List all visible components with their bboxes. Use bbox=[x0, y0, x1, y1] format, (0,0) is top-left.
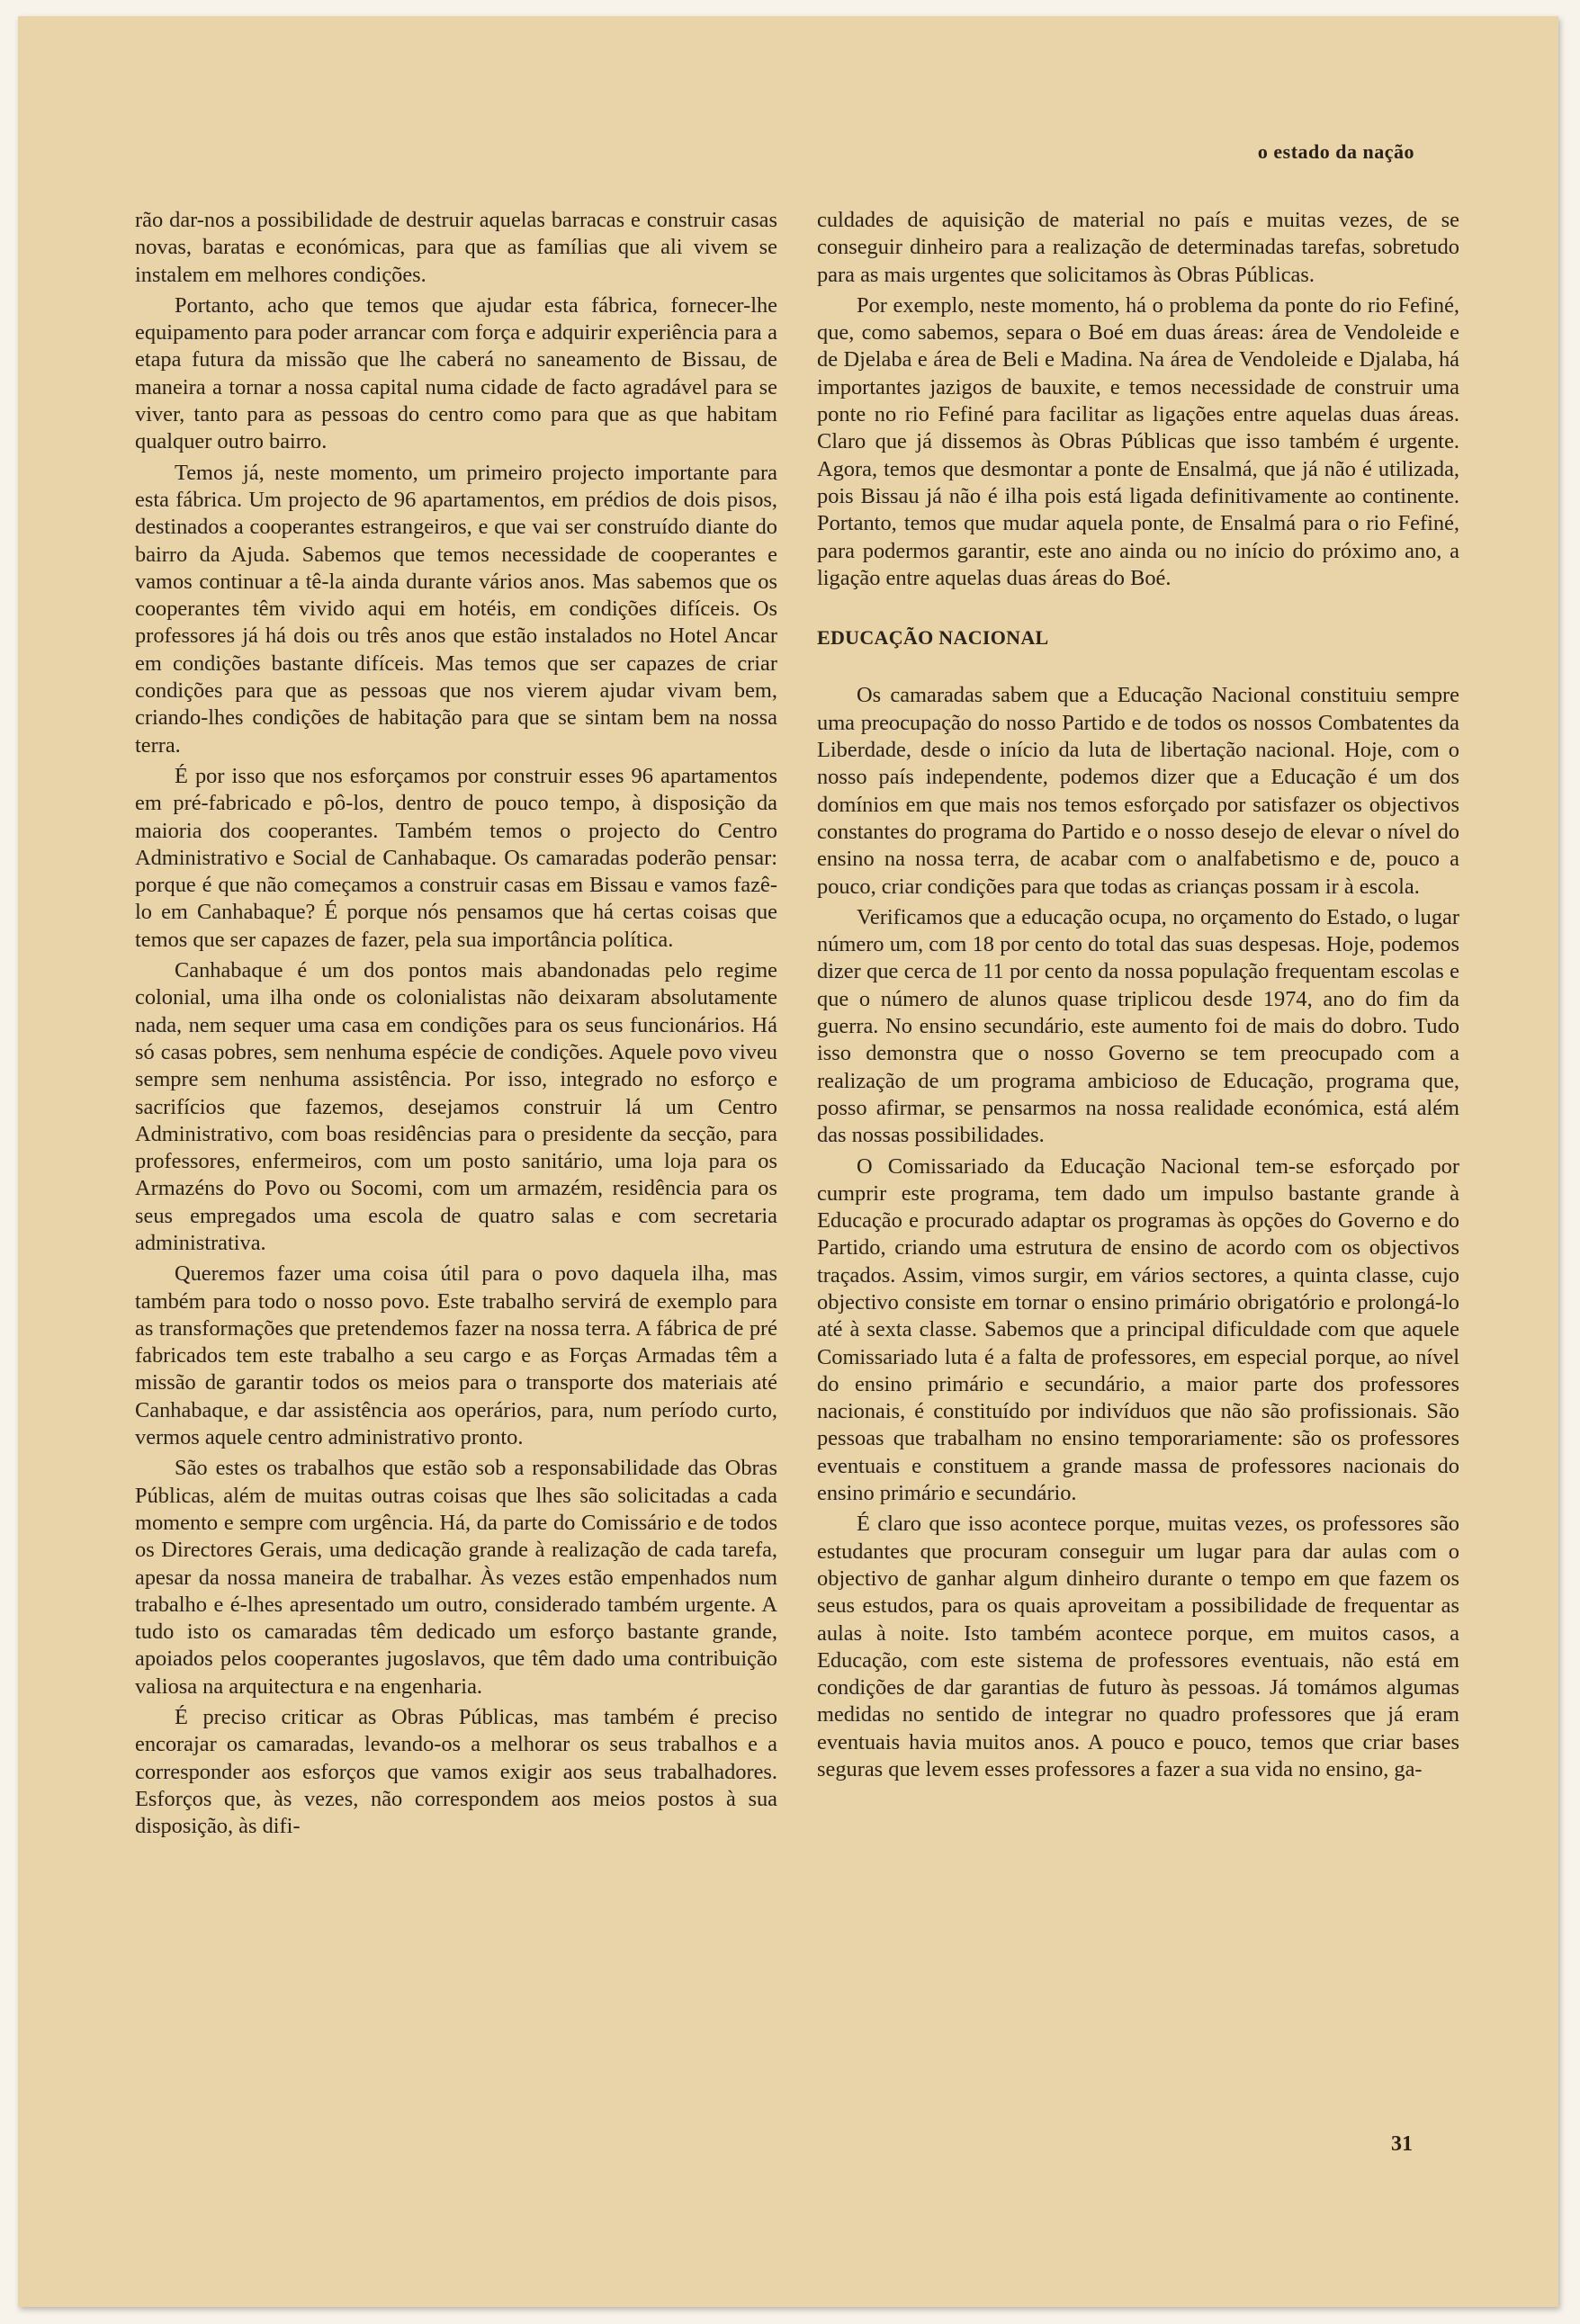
right-column bbox=[817, 207, 1459, 1787]
paragraph: O Comissariado da Educação Nacional tem-se esforçado por cumprir este programa, tem dado um impulso bastante grande à Educação e procurado adaptar os programas às opções do Governo e do Partido, criando uma estrutura de ensino de acordo com os objectivos traçados. Assim, vimos surgir, em vários sectores, a quinta classe, cujo objectivo consiste em tornar o ensino primário obrigatório e prolongá-lo até à sexta classe. Sabemos que a principal dificuldade com que aquele Comissariado luta é a falta de professores, em especial porque, ao nível do ensino primário e secundário, a maior parte dos professores nacionais, é constituído por indivíduos que não são profissionais. São pessoas que trabalham no ensino temporariamente: são os professores eventuais e constituem a grande massa de professores nacionais do ensino primário e secundário. bbox=[817, 1153, 1459, 1506]
running-header: o estado da nação bbox=[1257, 140, 1414, 163]
page-number: 31 bbox=[1391, 2132, 1413, 2156]
paragraph: É preciso criticar as Obras Públicas, mas também é preciso encorajar os camaradas, levando-os a melhorar os seus trabalhos e a corresponder aos esforços que vamos exigir aos seus trabalhadores. Esforços que, às vezes, não correspondem aos meios postos à sua disposição, às difi- bbox=[135, 1705, 777, 1839]
paragraph: Portanto, acho que temos que ajudar esta fábrica, fornecer-lhe equipamento para poder arrancar com força e adquirir experiência para a etapa futura da missão que lhe caberá no saneamento de Bissau, de maneira a tornar a nossa capital numa cidade de facto agradável para se viver, tanto para as pessoas do centro como para que as que habitam qualquer outro bairro. bbox=[135, 292, 777, 454]
paragraph: Verificamos que a educação ocupa, no orçamento do Estado, o lugar número um, com 18 por cento do total das suas despesas. Hoje, podemos dizer que cerca de 11 por cento da nossa população frequentam escolas e que o número de alunos quase triplicou desde 1974, ano do fim da guerra. No ensino secundário, este aumento foi de mais do dobro. Tudo isso demonstra que o nosso Governo se tem preocupado com a realização de um programa ambicioso de Educação, programa que, posso afirmar, se pensarmos na nossa realidade económica, está além das nossas possibilidades. bbox=[817, 904, 1459, 1148]
paragraph: São estes os trabalhos que estão sob a responsabilidade das Obras Públicas, além de muitas outras coisas que lhes são solicitadas a cada momento e sempre com urgência. Há, da parte do Comissário e de todos os Directores Gerais, uma dedicação grande à realização de cada tarefa, apesar da nossa maneira de trabalhar. Às vezes estão empenhados num trabalho e é-lhes apresentado um outro, considerado também urgente. A tudo isto os camaradas têm dedicado um esforço bastante grande, apoiados pelos cooperantes jugoslavos, que têm dado uma contribuição valiosa na arquitectura e na engenharia. bbox=[135, 1456, 777, 1699]
paragraph: Queremos fazer uma coisa útil para o povo daquela ilha, mas também para todo o nosso povo. Este trabalho servirá de exemplo para as transformações que pretendemos fazer na nossa terra. A fábrica de pré fabricados tem este trabalho a seu cargo e as Forças Armadas têm a missão de garantir todos os meios para o transporte dos materiais até Canhabaque, e dar assistência aos operários, para, num período curto, vermos aquele centro administrativo pronto. bbox=[135, 1261, 777, 1450]
left-column bbox=[135, 207, 777, 1844]
paragraph: Os camaradas sabem que a Educação Nacional constituiu sempre uma preocupação do nosso Partido e de todos os nossos Combatentes da Liberdade, desde o início da luta de libertação nacional. Hoje, com o nosso país independente, podemos dizer que a Educação é um dos domínios em que mais nos temos esforçado por satisfazer os objectivos constantes do programa do Partido e o nosso desejo de elevar o nível do ensino na nossa terra, de acabar com o analfabetismo e de, pouco a pouco, criar condições para que todas as crianças possam ir à escola. bbox=[817, 683, 1459, 899]
paragraph: Por exemplo, neste momento, há o problema da ponte do rio Fefiné, que, como sabemos, separa o Boé em duas áreas: área de Vendoleide e de Djelaba e área de Beli e Madina. Na área de Vendoleide e Djalaba, há importantes jazigos de bauxite, e temos necessidade de construir uma ponte no rio Fefiné para facilitar as ligações entre aquelas duas áreas. Claro que já dissemos às Obras Públicas que isso também é urgente. Agora, temos que desmontar a ponte de Ensalmá, que já não é utilizada, pois Bissau já não é ilha pois está ligada definitivamente ao continente. Portanto, temos que mudar aquela ponte, de Ensalmá para o rio Fefiné, para podermos garantir, este ano ainda ou no início do próximo ano, a ligação entre aquelas duas áreas do Boé. bbox=[817, 292, 1459, 590]
section-heading: EDUCAÇÃO NACIONAL bbox=[817, 626, 1049, 650]
paragraph: É por isso que nos esforçamos por construir esses 96 apartamentos em pré-fabricado e pô-los, dentro de pouco tempo, à disposição da maioria dos cooperantes. Também temos o projecto do Centro Administrativo e Social de Canhabaque. Os camaradas poderão pensar: porque é que não começamos a construir casas em Bissau e vamos fazê-lo em Canhabaque? É porque nós pensamos que há certas coisas que temos que ser capazes de fazer, pela sua importância política. bbox=[135, 763, 777, 952]
paragraph: culdades de aquisição de material no país e muitas vezes, de se conseguir dinheiro para a realização de determinadas tarefas, sobretudo para as mais urgentes que solicitamos às Obras Públicas. bbox=[817, 208, 1459, 287]
paragraph: Canhabaque é um dos pontos mais abandonadas pelo regime colonial, uma ilha onde os colonialistas não deixaram absolutamente nada, nem sequer uma casa em condições para os seus funcionários. Há só casas pobres, sem nenhuma espécie de condições. Aquele povo viveu sempre sem nenhuma assistência. Por isso, integrado no esforço e sacrifícios que fazemos, desejamos construir lá um Centro Administrativo, com boas residências para o presidente da secção, para professores, enfermeiros, com um posto sanitário, uma loja para os Armazéns do Povo ou Socomi, com um armazém, residência para os seus empregados uma escola de quatro salas e com secretaria administrativa. bbox=[135, 958, 777, 1255]
magazine-page bbox=[18, 16, 1558, 2307]
paragraph: Temos já, neste momento, um primeiro projecto importante para esta fábrica. Um projecto de 96 apartamentos, em prédios de dois pisos, destinados a cooperantes estrangeiros, e que vai ser construído diante do bairro da Ajuda. Sabemos que temos necessidade de cooperantes e vamos continuar a tê-la ainda durante vários anos. Mas sabemos que os cooperantes têm vivido aqui em hotéis, em condições difíceis. Os professores já há dois ou três anos que estão instalados no Hotel Ancar em condições bastante difíceis. Mas temos que ser capazes de criar condições para que as pessoas que nos vierem ajudar vivam bem, criando-lhes condições de habitação para que se sintam bem na nossa terra. bbox=[135, 460, 777, 758]
paragraph: É claro que isso acontece porque, muitas vezes, os professores são estudantes que procuram conseguir um lugar para dar aulas com o objectivo de ganhar algum dinheiro durante o tempo em que fazem os seus estudos, para os quais aproveitam a possibilidade de frequentar as aulas à noite. Isto também acontece porque, em muitos casos, a Educação, com este sistema de professores eventuais, não está em condições de dar garantias de futuro às pessoas. Já tomámos algumas medidas no sentido de integrar no quadro professores que já eram eventuais havia muitos anos. A pouco e pouco, temos que criar bases seguras que levem esses professores a fazer a sua vida no ensino, ga- bbox=[817, 1512, 1459, 1782]
paragraph: rão dar-nos a possibilidade de destruir aquelas barracas e construir casas novas, baratas e económicas, para que as famílias que ali vivem se instalem em melhores condições. bbox=[135, 208, 777, 287]
